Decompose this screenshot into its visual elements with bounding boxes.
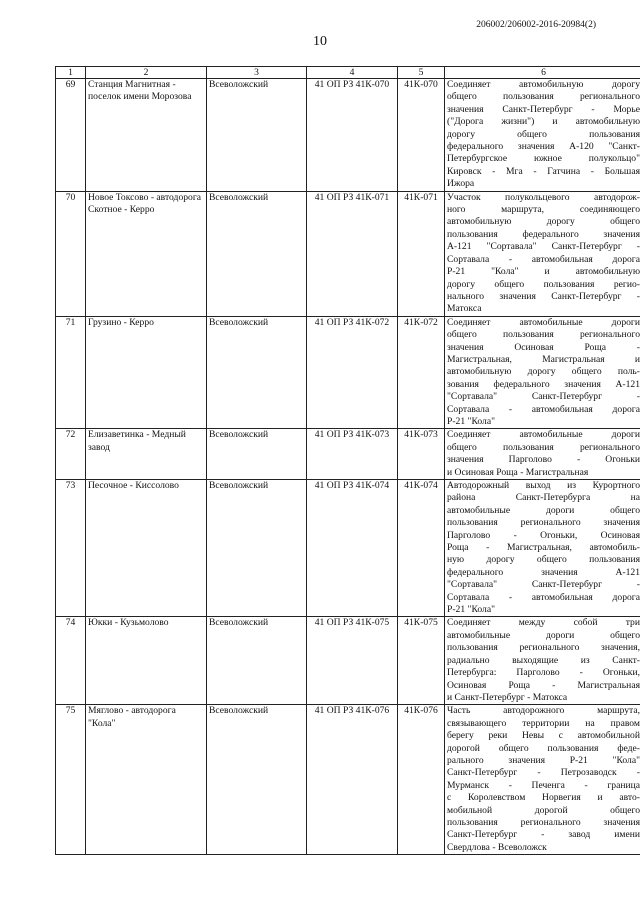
identification-number: 41 ОП РЗ 41К-070 (307, 79, 398, 192)
column-header-3: 3 (207, 67, 307, 79)
district-name: Всеволожский (207, 191, 307, 316)
description-line: Р-21 "Кола" и автомобильную (447, 266, 640, 278)
route-description (445, 617, 640, 705)
table-row (56, 705, 640, 855)
identification-number: 41 ОП РЗ 41К-072 (307, 316, 398, 429)
description-line: пользования регионального значения (447, 517, 640, 529)
description-line: значения Осиновая Роща - (447, 341, 640, 353)
description-line: значения Парголово - Огоньки (447, 454, 640, 466)
description-line: Соединяет автомобильную дорогу (447, 79, 640, 90)
registration-number: 41К-074 (398, 480, 445, 617)
description-line: общего пользования регионального (447, 329, 640, 341)
description-line: Петербурга: Парголово - Огоньки, (447, 667, 640, 679)
row-number: 75 (56, 705, 86, 855)
route-description (445, 480, 640, 617)
description-line: Р-21 "Кола" (447, 604, 495, 616)
route-name: Юкки - Кузьмолово (86, 617, 207, 705)
description-line: и Осиновая Роща - Магистральная (447, 466, 589, 478)
description-line: Матокса (447, 303, 482, 315)
description-line: берегу реки Невы с автомобильной (447, 730, 640, 742)
description-line: с Королевством Норвегия и авто- (447, 792, 640, 804)
registration-number: 41К-070 (398, 79, 445, 192)
description-line: Мурманск - Печенга - граница (447, 779, 640, 791)
description-line: Участок полукольцевого автодорож- (447, 191, 640, 203)
route-description (445, 429, 640, 480)
description-line: Соединяет между собой три (447, 617, 640, 629)
route-description (445, 79, 640, 192)
district-name: Всеволожский (207, 316, 307, 429)
description-line: общего пользования регионального (447, 441, 640, 453)
column-header-4: 4 (307, 67, 398, 79)
description-line: Ижора (447, 178, 475, 190)
district-name: Всеволожский (207, 617, 307, 705)
description-line: мобильной дорогой общего (447, 804, 640, 816)
table-row (56, 429, 640, 480)
route-description (445, 191, 640, 316)
route-name: Станция Магнитная - поселок имени Морозова (86, 79, 207, 192)
description-line: Сортавала - автомобильная дорога (447, 253, 640, 265)
registration-number: 41К-071 (398, 191, 445, 316)
description-line: зования федерального значения А-121 (447, 378, 640, 390)
description-line: "Сортавала" Санкт-Петербург - (447, 391, 640, 403)
table-row (56, 79, 640, 192)
description-line: Санкт-Петербург - Петрозаводск - (447, 767, 640, 779)
description-line: федерального значения А-120 "Санкт- (447, 141, 640, 153)
description-line: Р-21 "Кола" (447, 415, 495, 427)
description-line: ную дорогу общего пользования (447, 554, 640, 566)
description-line: Соединяет автомобильные дороги (447, 316, 640, 328)
column-header-2: 2 (86, 67, 207, 79)
description-line: Осиновая Роща - Магистральная (447, 679, 640, 691)
identification-number: 41 ОП РЗ 41К-075 (307, 617, 398, 705)
description-line: Парголово - Огоньки, Осиновая (447, 529, 640, 541)
description-line: ного маршрута, соединяющего (447, 204, 640, 216)
district-name: Всеволожский (207, 480, 307, 617)
description-line: Автодорожный выход из Курортного (447, 480, 640, 491)
description-line: Сортавала - автомобильная дорога (447, 591, 640, 603)
route-description (445, 316, 640, 429)
row-number: 74 (56, 617, 86, 705)
column-header-1: 1 (56, 67, 86, 79)
roads-table (55, 66, 640, 855)
row-number: 70 (56, 191, 86, 316)
description-line: пользования регионального значения (447, 816, 640, 828)
registration-number: 41К-072 (398, 316, 445, 429)
route-name: Мяглово - автодорога "Кола" (86, 705, 207, 855)
description-line: ("Дорога жизни") и автомобильную (447, 116, 640, 128)
registration-number: 41К-073 (398, 429, 445, 480)
table-header-row (56, 67, 640, 79)
registration-number: 41К-076 (398, 705, 445, 855)
description-line: федерального значения А-121 (447, 566, 640, 578)
description-line: автомобильные дороги общего (447, 629, 640, 641)
description-line: Часть автодорожного маршрута, (447, 705, 640, 717)
document-id: 206002/206002-2016-20984(2) (476, 20, 596, 30)
description-line: автомобильные дороги общего (447, 504, 640, 516)
description-line: значения Санкт-Петербург - Морье (447, 103, 640, 115)
route-name: Новое Токсово - автодорога Скотное - Керро (86, 191, 207, 316)
route-name: Грузино - Керро (86, 316, 207, 429)
table-row (56, 617, 640, 705)
description-line: Петербургское южное полукольцо" (447, 153, 640, 165)
district-name: Всеволожский (207, 79, 307, 192)
description-line: автомобильную дорогу общего (447, 216, 640, 228)
column-header-6: 6 (445, 67, 640, 79)
row-number: 69 (56, 79, 86, 192)
description-line: пользования федерального значения (447, 228, 640, 240)
description-line: Сортавала - автомобильная дорога (447, 403, 640, 415)
description-line: общего пользования регионального (447, 91, 640, 103)
description-line: радиально выходящие из Санкт- (447, 654, 640, 666)
description-line: автомобильную дорогу общего поль- (447, 366, 640, 378)
description-line: района Санкт-Петербурга на (447, 492, 640, 504)
identification-number: 41 ОП РЗ 41К-073 (307, 429, 398, 480)
district-name: Всеволожский (207, 705, 307, 855)
column-header-5: 5 (398, 67, 445, 79)
page-number: 10 (313, 34, 327, 49)
registration-number: 41К-075 (398, 617, 445, 705)
identification-number: 41 ОП РЗ 41К-071 (307, 191, 398, 316)
route-description (445, 705, 640, 855)
table-row (56, 316, 640, 429)
description-line: пользования регионального значения, (447, 642, 640, 654)
description-line: рального значения Р-21 "Кола" (447, 754, 640, 766)
route-name: Елизаветинка - Медный завод (86, 429, 207, 480)
description-line: "Сортавала" Санкт-Петербург - (447, 579, 640, 591)
description-line: и Санкт-Петербург - Матокса (447, 691, 568, 703)
description-line: связывающего территории на правом (447, 717, 640, 729)
description-line: Соединяет автомобильные дороги (447, 429, 640, 441)
description-line: Магистральная, Магистральная и (447, 353, 640, 365)
description-line: дорогой общего пользования феде- (447, 742, 640, 754)
description-line: нального значения Санкт-Петербург - (447, 290, 640, 302)
identification-number: 41 ОП РЗ 41К-074 (307, 480, 398, 617)
description-line: А-121 "Сортавала" Санкт-Петербург - (447, 241, 640, 253)
description-line: Санкт-Петербург - завод имени (447, 829, 640, 841)
description-line: дорогу общего пользования (447, 128, 640, 140)
row-number: 72 (56, 429, 86, 480)
description-line: Роща - Магистральная, автомобиль- (447, 542, 640, 554)
identification-number: 41 ОП РЗ 41К-076 (307, 705, 398, 855)
district-name: Всеволожский (207, 429, 307, 480)
table-body (56, 79, 640, 855)
description-line: дорогу общего пользования регио- (447, 278, 640, 290)
table-row (56, 480, 640, 617)
description-line: Кировск - Мга - Гатчина - Большая (447, 165, 640, 177)
row-number: 73 (56, 480, 86, 617)
table-row (56, 191, 640, 316)
row-number: 71 (56, 316, 86, 429)
description-line: Свердлова - Всеволожск (447, 841, 547, 853)
route-name: Песочное - Киссолово (86, 480, 207, 617)
